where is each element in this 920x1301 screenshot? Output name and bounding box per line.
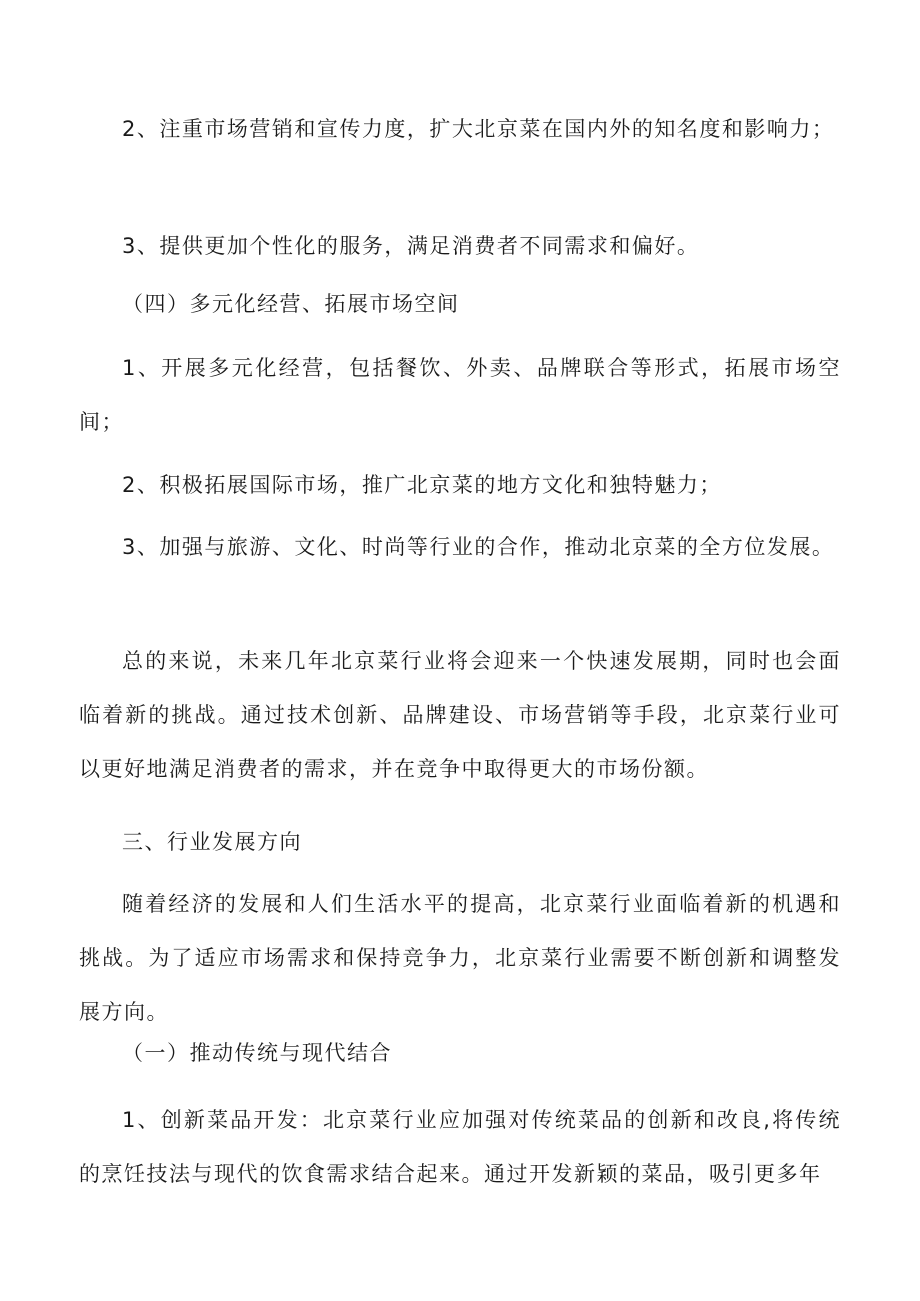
paragraph-development-direction-intro: 随着经济的发展和人们生活水平的提高，北京菜行业面临着新的机遇和挑战。为了适应市场需求和保持竞争力，北京菜行业需要不断创新和调整发展方向。	[79, 892, 841, 1024]
paragraph-diversified-operation: 1、开展多元化经营，包括餐饮、外卖、品牌联合等形式，拓展市场空间；	[79, 356, 841, 434]
paragraph-international-market: 2、积极拓展国际市场，推广北京菜的地方文化和独特魅力；	[122, 473, 722, 497]
section-heading-diversified-operation: （四）多元化经营、拓展市场空间	[122, 292, 460, 316]
paragraph-market-promotion: 2、注重市场营销和宣传力度，扩大北京菜在国内外的知名度和影响力；	[122, 117, 835, 141]
section-heading-development-direction: 三、行业发展方向	[122, 830, 302, 854]
paragraph-innovative-dishes: 1、创新菜品开发：北京菜行业应加强对传统菜品的创新和改良,将传统的烹饪技法与现代的饮食需求结合起来。通过开发新颖的菜品，吸引更多年	[79, 1108, 841, 1186]
paragraph-industry-cooperation: 3、加强与旅游、文化、时尚等行业的合作，推动北京菜的全方位发展。	[122, 535, 835, 559]
paragraph-personalized-service: 3、提供更加个性化的服务，满足消费者不同需求和偏好。	[122, 234, 700, 258]
paragraph-summary: 总的来说，未来几年北京菜行业将会迎来一个快速发展期，同时也会面临着新的挑战。通过技术创新、品牌建设、市场营销等手段，北京菜行业可以更好地满足消费者的需求，并在竞争中取得更大的市场份额。	[79, 649, 841, 781]
section-heading-tradition-modern: （一）推动传统与现代结合	[122, 1041, 392, 1065]
